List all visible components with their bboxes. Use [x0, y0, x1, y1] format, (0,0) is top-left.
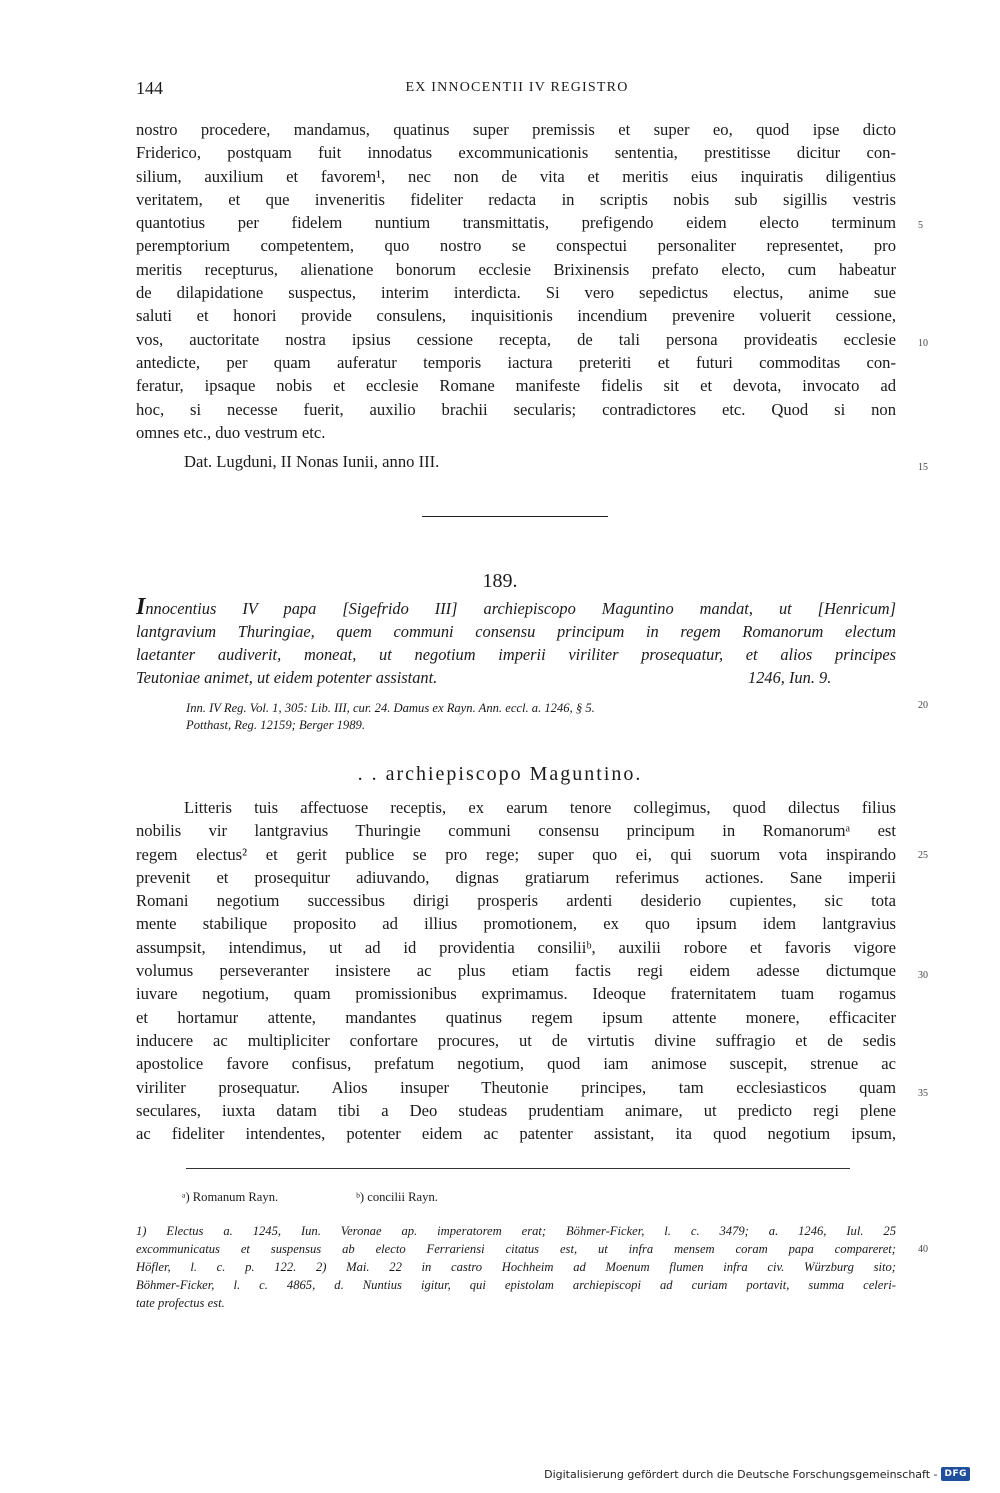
dfg-logo: DFG — [941, 1467, 970, 1481]
line-number: 25 — [918, 850, 928, 861]
letter-address: . . archiepiscopo Maguntino. — [357, 763, 643, 785]
letter-number: 189. — [482, 570, 518, 592]
line-number: 10 — [918, 338, 928, 349]
page-header — [136, 74, 898, 102]
sources — [186, 700, 886, 734]
text-line: quantotius per fidelem nuntium transmittatis, prefigendo eidem electo terminum — [136, 213, 896, 233]
credit-text: Digitalisierung gefördert durch die Deutsche Forschungsgemeinschaft - — [544, 1467, 938, 1481]
footnote-line: tate profectus est. — [136, 1296, 225, 1310]
line-number: 5 — [918, 220, 923, 231]
digitization-credit — [544, 1467, 970, 1481]
regest-line — [136, 666, 896, 689]
text-line: volumus perseveranter insistere ac plus etiam factis regi eidem adesse dictumque — [136, 961, 896, 981]
running-title: EX INNOCENTII IV REGISTRO — [405, 80, 629, 95]
text-line: veritatem, et que inveneritis fideliter redacta in scriptis nobis sub sigillis vestris — [136, 189, 896, 209]
text-line: Romani negotium successibus dirigi prosperis ardenti desiderio cupientes, sic tota — [136, 891, 896, 911]
footnote-line: 1) Electus a. 1245, Iun. Veronae ap. imperatorem erat; Böhmer-Ficker, l. c. 3479; a. 1246, Iul. 25 — [136, 1224, 896, 1238]
critical-note-b: ᵇ) concilii Rayn. — [356, 1190, 438, 1204]
text-line: prevenit et prosequitur adiuvando, dignas gratiarum referimus actiones. Sane imperii — [136, 867, 896, 887]
text-line: feratur, ipsaque nobis et ecclesie Romane manifeste fidelis sit et devota, invocato ad — [136, 376, 896, 396]
dating-line: Dat. Lugduni, II Nonas Iunii, anno III. — [184, 452, 440, 472]
text-line: iuvare negotium, quam promissionibus exprimamus. Ideoque fraternitatem tuam rogamus — [136, 984, 896, 1004]
text-line: saluti et honori provide consulens, inquisitionis incendium prevenire voluerit cessione, — [136, 306, 896, 326]
footnote-line: Höfler, l. c. p. 122. 2) Mai. 22 in castro Hochheim ad Moenum flumen infra civ. Würzburg sito; — [136, 1260, 896, 1274]
text-line: et hortamur attente, mandantes quatinus regem ipsum attente monere, efficaciter — [136, 1007, 896, 1027]
text-line: seculares, iuxta datam tibi a Deo studeas prudentiam animare, ut predicto regi plene — [136, 1100, 896, 1120]
letter-text — [136, 796, 896, 1145]
page-number: 144 — [136, 78, 163, 98]
footnote-line: Böhmer-Ficker, l. c. 4865, d. Nuntius igitur, qui epistolam archiepiscopi ad curiam portavit, summa celeri- — [136, 1278, 896, 1292]
line-number: 15 — [918, 462, 928, 473]
letter-date: 1246, Iun. 9. — [748, 668, 832, 687]
line-number: 35 — [918, 1088, 928, 1099]
regest-text: Teutoniae animet, ut eidem potenter assistant. — [136, 668, 438, 687]
text-line: assumpsit, intendimus, ut ad id providentia consiliiᵇ, auxilii robore et favoris vigore — [136, 937, 896, 957]
regest-line — [136, 596, 896, 620]
footnote-rule — [186, 1168, 850, 1169]
source-line: Inn. IV Reg. Vol. 1, 305: Lib. III, cur. 24. Damus ex Rayn. Ann. eccl. a. 1246, § 5. — [186, 701, 595, 715]
line-number: 30 — [918, 970, 928, 981]
text-line: antedicte, per quam auferatur temporis iactura preteriti et futuri commoditas con- — [136, 352, 896, 372]
regest-line: lantgravium Thuringiae, quem communi consensu principum in regem Romanorum electum — [136, 622, 896, 641]
source-line: Potthast, Reg. 12159; Berger 1989. — [186, 718, 365, 732]
text-line: silium, auxilium et favorem¹, nec non de vita et meritis eius inquiratis diligentius — [136, 166, 896, 186]
text-line: peremptorium competentem, quo nostro se conspectui personaliter representet, pro — [136, 236, 896, 256]
text-line: Litteris tuis affectuose receptis, ex earum tenore collegimus, quod dilectus filius — [184, 798, 896, 817]
line-number: 20 — [918, 700, 928, 711]
text-line: mente stabilique proposito ad illius promotionem, ex quo ipsum idem lantgravius — [136, 914, 896, 934]
text-line: ac fideliter intendentes, potenter eidem ac patenter assistant, ita quod negotium ipsum, — [136, 1124, 896, 1144]
regest — [136, 596, 896, 689]
text-line: hoc, si necesse fuerit, auxilio brachii secularis; contradictores etc. Quod si non — [136, 399, 896, 419]
text-line: nobilis vir lantgravius Thuringie communi consensu principum in Romanorumᵃ est — [136, 821, 896, 841]
regest-initial: I — [136, 594, 146, 620]
line-number: 40 — [918, 1244, 928, 1255]
previous-letter-text — [136, 118, 896, 473]
text-line: nostro procedere, mandamus, quatinus super premissis et super eo, quod ipse dicto — [136, 120, 896, 139]
text-line: Friderico, postquam fuit innodatus excommunicationis sententia, prestitisse dicitur con- — [136, 143, 896, 163]
critical-note-a: ᵃ) Romanum Rayn. — [182, 1190, 279, 1204]
section-divider — [422, 516, 608, 517]
text-line: viriliter prosequatur. Alios insuper Theutonie principes, tam ecclesiasticos quam — [136, 1077, 896, 1097]
text-line: meritis recepturus, alienatione bonorum ecclesie Brixinensis prefato electo, cum habeatur — [136, 259, 896, 279]
text-line: vos, auctoritate nostra ipsius cessione recepta, de tali persona provideatis ecclesie — [136, 329, 896, 349]
footnotes — [136, 1222, 896, 1312]
text-line: inducere ac multipliciter confortare procures, ut de virtutis divine suffragio et de sedis — [136, 1030, 896, 1050]
regest-line: laetanter audiverit, moneat, ut negotium imperii viriliter prosequatur, et alios principes — [136, 645, 896, 664]
text-line: de dilapidatione suspectus, interim interdicta. Si vero sepedictus electus, anime sue — [136, 283, 896, 303]
text-line: regem electus² et gerit publice se pro rege; super quo ei, qui suorum vota inspirando — [136, 844, 896, 864]
footnote-line: excommunicatus et suspensus ab electo Ferrariensi citatus est, ut infra mensem coram papa compareret; — [136, 1242, 896, 1256]
text-line: omnes etc., duo vestrum etc. — [136, 422, 326, 442]
text-line: apostolice favore confisus, prefatum negotium, quod iam animose suscepit, strenue ac — [136, 1054, 896, 1074]
regest-text: nnocentius IV papa [Sigefrido III] archiepiscopo Maguntino mandat, ut [Henricum] — [145, 599, 896, 618]
